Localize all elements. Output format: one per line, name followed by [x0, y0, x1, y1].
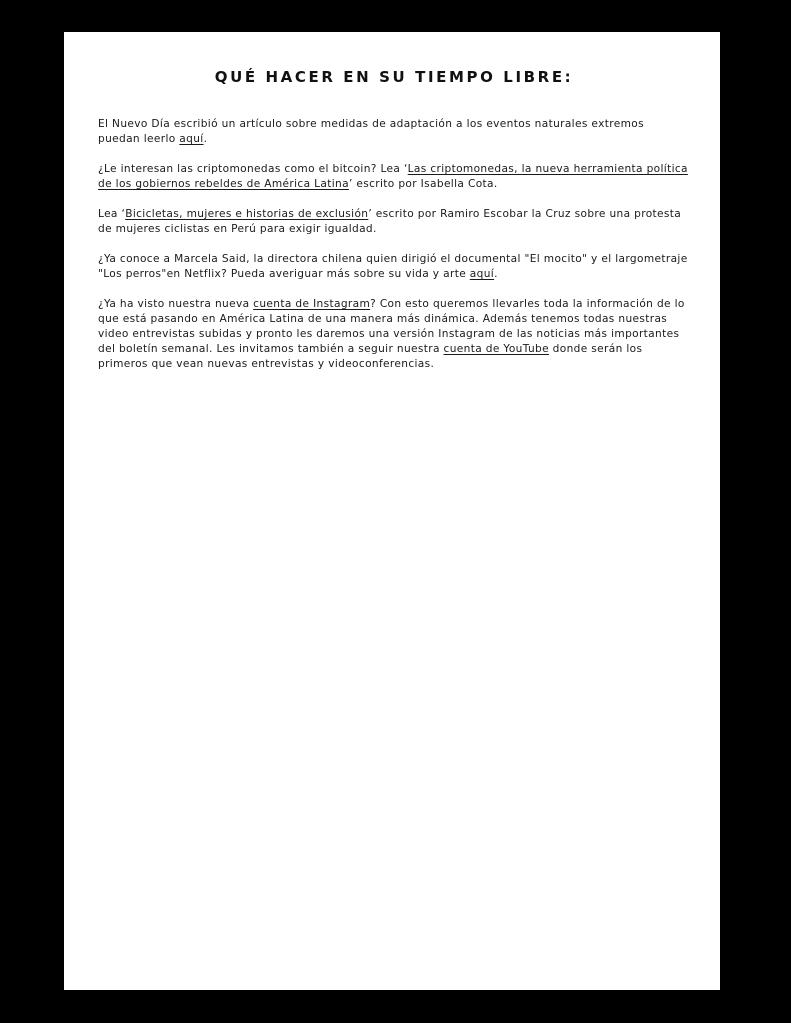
link-youtube-account[interactable]: cuenta de YouTube: [443, 343, 549, 355]
paragraph-marcela-said: [98, 252, 688, 282]
paragraph-text: donde serán los primeros que vean nuevas entrevistas y videoconferencias.: [98, 343, 643, 370]
paragraph-text: ¿Le interesan las criptomonedas como el bitcoin? Lea ‘: [98, 163, 408, 175]
link-instagram-account[interactable]: cuenta de Instagram: [253, 298, 371, 310]
paragraph-text: Lea ‘: [98, 208, 126, 220]
paragraph-text: ? Con esto queremos llevarles toda la información de lo que está pasando en América Latina de una manera más dinámica. Además tenemos todas nuestras video entrevistas subidas y pronto les daremos una versión Instagram de las noticias más importantes del boletín semanal. Les invitamos también a seguir nuestra: [98, 298, 685, 355]
link-marcela-said[interactable]: aquí: [469, 268, 495, 280]
link-climate-article[interactable]: aquí: [179, 133, 204, 145]
paragraph-social-media: [98, 297, 688, 372]
link-crypto-article[interactable]: Las criptomonedas, la nueva herramienta política de los gobiernos rebeldes de América Latina: [98, 163, 688, 190]
paragraph-text: .: [494, 268, 498, 280]
paragraph-text: ¿Ya conoce a Marcela Said, la directora chilena quien dirigió el documental "El mocito" y el largometraje "Los perros"en Netflix? Pueda averiguar más sobre su vida y arte: [98, 253, 688, 280]
paragraph-crypto: [98, 162, 688, 192]
paragraph-text: ¿Ya ha visto nuestra nueva: [98, 298, 254, 310]
paragraph-text: El Nuevo Día escribió un artículo sobre medidas de adaptación a los eventos naturales extremos puedan leerlo: [98, 118, 644, 145]
paragraph-bicycles: [98, 207, 688, 237]
article-body: [98, 117, 688, 387]
page-title: QUÉ HACER EN SU TIEMPO LIBRE:: [214, 68, 574, 86]
link-bicycles-article[interactable]: Bicicletas, mujeres e historias de exclusión: [125, 208, 369, 220]
document-page: [64, 32, 720, 990]
paragraph-climate: [98, 117, 688, 147]
paragraph-text: ’ escrito por Isabella Cota.: [348, 178, 498, 190]
paragraph-text: .: [203, 133, 208, 145]
paragraph-text: ’ escrito por Ramiro Escobar la Cruz sobre una protesta de mujeres ciclistas en Perú para exigir igualdad.: [98, 208, 682, 235]
